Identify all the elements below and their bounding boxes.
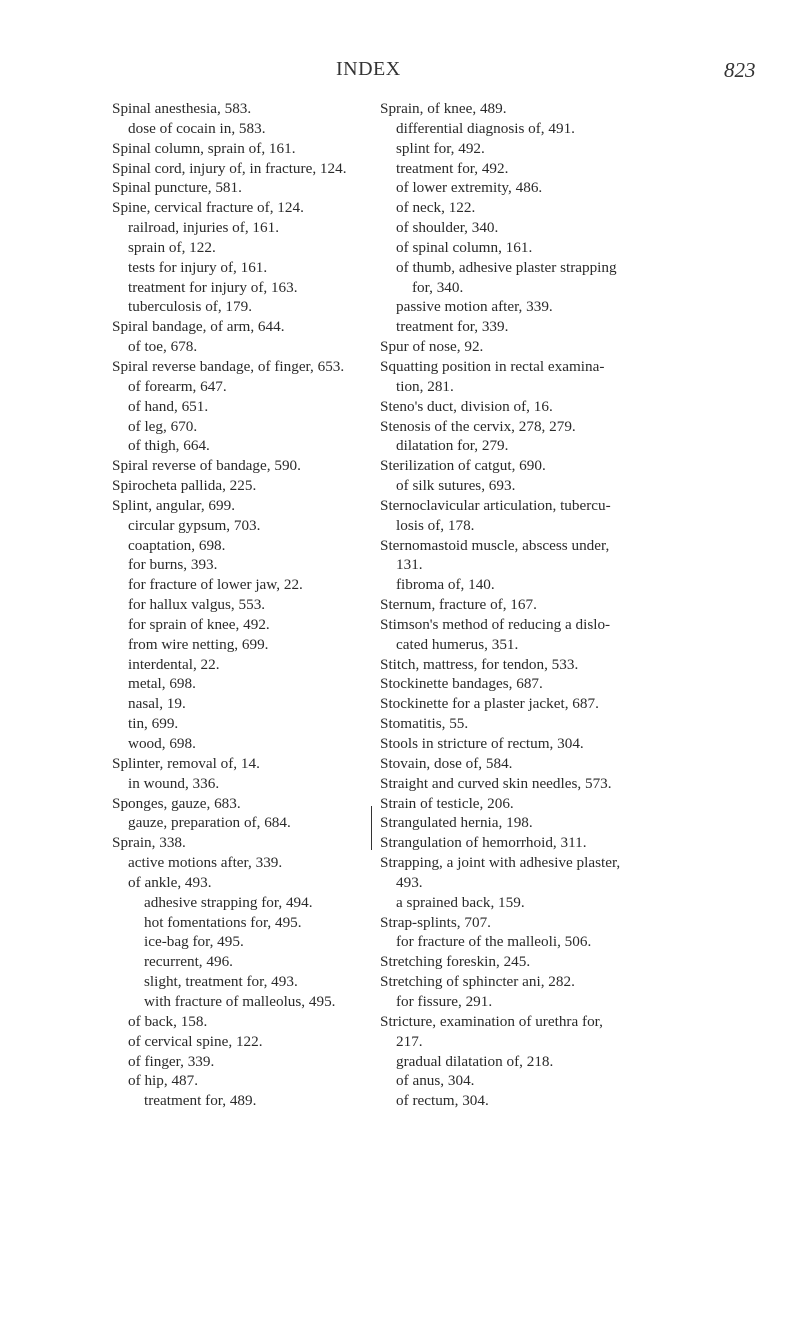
index-entry: Spirocheta pallida, 225. <box>112 477 257 495</box>
index-subentry: of anus, 304. <box>396 1072 475 1090</box>
index-entry: Strain of testicle, 206. <box>380 794 514 812</box>
index-entry: Stomatitis, 55. <box>380 715 469 733</box>
index-entry: Sterilization of catgut, 690. <box>380 457 546 475</box>
index-entry: Splinter, removal of, 14. <box>112 754 260 772</box>
index-subentry: tin, 699. <box>128 715 179 733</box>
index-subentry: in wound, 336. <box>128 774 220 792</box>
index-entry: Stovain, dose of, 584. <box>380 754 513 772</box>
index-subentry: 131. <box>396 556 423 574</box>
index-entry: Spiral reverse of bandage, 590. <box>112 457 301 475</box>
column-divider <box>371 806 372 850</box>
index-subentry: treatment for, 492. <box>396 159 509 177</box>
page-number: 823 <box>724 58 756 82</box>
index-entry: Steno's duct, division of, 16. <box>380 397 553 415</box>
index-subentry: of thumb, adhesive plaster strapping <box>396 258 617 276</box>
index-subentry: treatment for, 489. <box>144 1092 257 1110</box>
index-column-left <box>112 99 362 1111</box>
index-subentry: of forearm, 647. <box>128 377 227 395</box>
index-subentry: losis of, 178. <box>396 516 475 534</box>
index-subentry: treatment for injury of, 163. <box>128 278 298 296</box>
index-entry: Stenosis of the cervix, 278, 279. <box>380 417 576 435</box>
index-subentry: passive motion after, 339. <box>396 298 553 316</box>
index-subentry: active motions after, 339. <box>128 854 283 872</box>
index-subentry: 493. <box>396 873 423 891</box>
index-subentry: tuberculosis of, 179. <box>128 298 253 316</box>
index-entry: Sprain, 338. <box>112 834 186 852</box>
index-subentry: tests for injury of, 161. <box>128 258 268 276</box>
index-subentry: of leg, 670. <box>128 417 198 435</box>
index-entry: Stools in stricture of rectum, 304. <box>380 735 584 752</box>
index-entry: Sternum, fracture of, 167. <box>380 596 537 614</box>
index-subentry: hot fomentations for, 495. <box>144 913 302 931</box>
index-subentry: fibroma of, 140. <box>396 576 495 594</box>
index-subentry: 217. <box>396 1032 423 1050</box>
index-subentry: of hip, 487. <box>128 1072 199 1090</box>
index-subentry: of shoulder, 340. <box>396 219 499 237</box>
index-subentry: for hallux valgus, 553. <box>128 596 266 614</box>
index-entry: Spinal anesthesia, 583. <box>112 100 252 117</box>
index-subentry: of back, 158. <box>128 1012 208 1030</box>
index-entry: Spur of nose, 92. <box>380 338 484 356</box>
index-subentry: slight, treatment for, 493. <box>144 973 298 991</box>
index-entry: Spine, cervical fracture of, 124. <box>112 199 304 217</box>
index-entry: Spinal puncture, 581. <box>112 179 242 197</box>
index-subentry: interdental, 22. <box>128 655 220 673</box>
index-subentry: of cervical spine, 122. <box>128 1032 263 1050</box>
index-subentry: from wire netting, 699. <box>128 635 269 653</box>
index-entry: Spiral bandage, of arm, 644. <box>112 318 285 336</box>
index-subentry: wood, 698. <box>128 735 196 752</box>
index-subentry: with fracture of malleolus, 495. <box>144 992 336 1010</box>
index-subentry: nasal, 19. <box>128 695 186 713</box>
index-entry: Sponges, gauze, 683. <box>112 794 241 812</box>
index-subentry: gradual dilatation of, 218. <box>396 1052 554 1070</box>
index-subentry: adhesive strapping for, 494. <box>144 893 313 911</box>
index-subentry: cated humerus, 351. <box>396 635 519 653</box>
index-entry: Strangulation of hemorrhoid, 311. <box>380 834 587 852</box>
index-entry: Sternomastoid muscle, abscess under, <box>380 536 610 554</box>
index-entry: Squatting position in rectal examina- <box>380 357 605 375</box>
index-entry: Stricture, examination of urethra for, <box>380 1012 603 1030</box>
index-subentry: for burns, 393. <box>128 556 218 574</box>
index-entry: Stitch, mattress, for tendon, 533. <box>380 655 579 673</box>
index-subentry: for fracture of the malleoli, 506. <box>396 933 592 951</box>
index-entry: Strangulated hernia, 198. <box>380 814 533 832</box>
index-entry: Sprain, of knee, 489. <box>380 100 507 117</box>
index-subentry: of finger, 339. <box>128 1052 215 1070</box>
index-entry: Sternoclavicular articulation, tubercu- <box>380 496 611 514</box>
index-subentry: of lower extremity, 486. <box>396 179 543 197</box>
index-subentry: treatment for, 339. <box>396 318 509 336</box>
index-subentry: of silk sutures, 693. <box>396 477 516 495</box>
running-title: INDEX <box>336 58 401 80</box>
index-entry: Splint, angular, 699. <box>112 496 235 514</box>
index-entry: Spinal cord, injury of, in fracture, 124. <box>112 159 347 177</box>
index-subentry: of hand, 651. <box>128 397 209 415</box>
index-subentry: dilatation for, 279. <box>396 437 509 455</box>
index-subentry: recurrent, 496. <box>144 953 233 971</box>
index-entry: Stimson's method of reducing a dislo- <box>380 615 611 633</box>
index-subentry: differential diagnosis of, 491. <box>396 119 575 137</box>
index-subentry: of toe, 678. <box>128 338 198 356</box>
index-subentry: of spinal column, 161. <box>396 238 533 256</box>
page-header <box>0 58 800 88</box>
index-subentry: tion, 281. <box>396 377 454 395</box>
index-entry: Strapping, a joint with adhesive plaster, <box>380 854 621 872</box>
index-entry: Strap-splints, 707. <box>380 913 491 931</box>
index-entry: Spiral reverse bandage, of finger, 653. <box>112 357 345 375</box>
index-subentry: for sprain of knee, 492. <box>128 615 270 633</box>
index-column-right <box>380 99 680 1111</box>
index-subentry: of rectum, 304. <box>396 1092 489 1110</box>
index-subentry: of neck, 122. <box>396 199 476 217</box>
index-subentry: circular gypsum, 703. <box>128 516 261 534</box>
index-subentry: of thigh, 664. <box>128 437 210 455</box>
index-entry: Straight and curved skin needles, 573. <box>380 774 612 792</box>
index-entry: Stockinette bandages, 687. <box>380 675 543 693</box>
index-subentry: sprain of, 122. <box>128 238 216 256</box>
index-entry: Spinal column, sprain of, 161. <box>112 139 296 157</box>
index-entry: Stockinette for a plaster jacket, 687. <box>380 695 599 713</box>
index-subentry: metal, 698. <box>128 675 196 693</box>
index-entry: Stretching foreskin, 245. <box>380 953 531 971</box>
index-subentry: railroad, injuries of, 161. <box>128 219 279 237</box>
index-subentry: splint for, 492. <box>396 139 485 157</box>
index-subentry: of ankle, 493. <box>128 873 212 891</box>
index-subentry: a sprained back, 159. <box>396 893 525 911</box>
index-subentry: for fissure, 291. <box>396 992 493 1010</box>
index-subentry: coaptation, 698. <box>128 536 226 554</box>
index-subentry: ice-bag for, 495. <box>144 933 244 951</box>
index-entry: Stretching of sphincter ani, 282. <box>380 973 575 991</box>
index-subentry: for, 340. <box>412 278 464 296</box>
index-subentry: for fracture of lower jaw, 22. <box>128 576 303 594</box>
index-subentry: gauze, preparation of, 684. <box>128 814 291 832</box>
index-subentry: dose of cocain in, 583. <box>128 119 266 137</box>
